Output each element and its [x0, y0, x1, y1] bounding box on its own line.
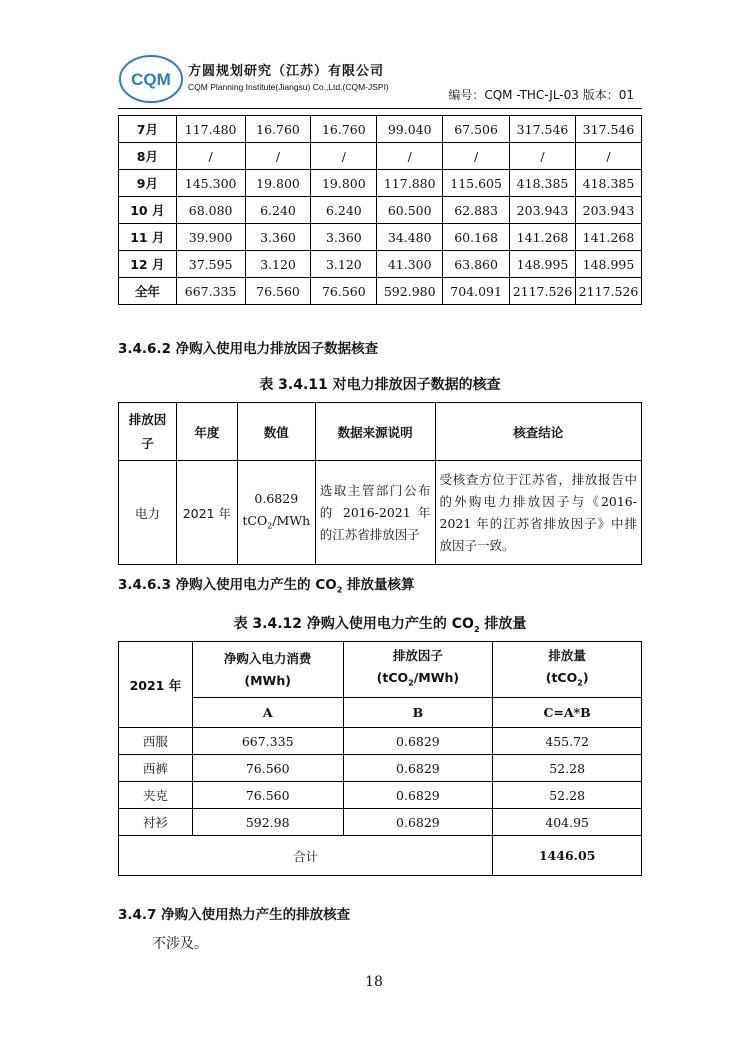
- month-cell: 7月: [119, 116, 177, 143]
- value-cell: 62.883: [443, 197, 510, 224]
- value-cell: 3.360: [311, 224, 377, 251]
- header-year: 年度: [176, 403, 237, 461]
- electricity-emission-table: [118, 641, 642, 876]
- value-cell: 60.168: [443, 224, 510, 251]
- consumption-cell: 592.98: [192, 809, 343, 836]
- value-cell: 19.800: [311, 170, 377, 197]
- item-name-cell: 夹克: [119, 782, 193, 809]
- section-heading-3-4-6-3: 3.4.6.3 净购入使用电力产生的 $CO_2$ 排放量核算: [118, 577, 415, 595]
- table-3-4-11-caption: 表 3.4.11 对电力排放因子数据的核查: [259, 377, 501, 393]
- value-cell: 145.300: [176, 170, 245, 197]
- value-cell: 3.360: [245, 224, 311, 251]
- code-c: C=A*B: [493, 698, 642, 728]
- value-cell: [237, 461, 315, 565]
- value-cell: 6.240: [311, 197, 377, 224]
- value-cell: 704.091: [443, 278, 510, 305]
- value-cell: 148.995: [576, 251, 642, 278]
- value-cell: /: [510, 143, 576, 170]
- value-cell: /: [576, 143, 642, 170]
- consumption-cell: 76.560: [192, 782, 343, 809]
- table-3-4-12-caption: 表 3.4.12 净购入使用电力产生的 $CO_2$ 排放量: [233, 616, 527, 634]
- value-unit: tCO$_2$/MWh: [242, 512, 311, 531]
- factor-cell: 0.6829: [343, 809, 493, 836]
- item-name-cell: 衬衫: [119, 809, 193, 836]
- item-name-cell: 西服: [119, 728, 193, 755]
- table-row: [119, 809, 642, 836]
- factor-cell: 0.6829: [343, 782, 493, 809]
- value-cell: 41.300: [377, 251, 443, 278]
- value-cell: 115.605: [443, 170, 510, 197]
- emission-header: 排放量 (tCO$_2$): [493, 642, 642, 698]
- value-cell: 203.943: [576, 197, 642, 224]
- value-cell: /: [311, 143, 377, 170]
- value-cell: 16.760: [245, 116, 311, 143]
- year-header: 2021 年: [119, 642, 193, 728]
- emission-factor-check-table: [118, 402, 642, 565]
- conclusion-cell: 受核查方位于江苏省，排放报告中的外购电力排放因子与《2016-2021 年的江苏省排放因子》中排放因子一致。: [435, 461, 642, 565]
- value-cell: 203.943: [510, 197, 576, 224]
- cqm-logo-icon: [118, 54, 184, 104]
- factor-header: 排放因子 (tCO$_2$/MWh): [343, 642, 493, 698]
- section-heading-3-4-6-2: 3.4.6.2 净购入使用电力排放因子数据核查: [118, 341, 379, 357]
- code-a: A: [192, 698, 343, 728]
- value-cell: 117.480: [176, 116, 245, 143]
- emission-cell: 455.72: [493, 728, 642, 755]
- value-cell: 3.120: [311, 251, 377, 278]
- table-row: [119, 224, 642, 251]
- year-cell: 2021 年: [176, 461, 237, 565]
- total-value: 1446.05: [493, 836, 642, 876]
- value-cell: 37.595: [176, 251, 245, 278]
- value-cell: 141.268: [576, 224, 642, 251]
- value-cell: 68.080: [176, 197, 245, 224]
- value-cell: 148.995: [510, 251, 576, 278]
- value-cell: 99.040: [377, 116, 443, 143]
- item-name-cell: 西裤: [119, 755, 193, 782]
- value-cell: /: [176, 143, 245, 170]
- org-name-en: CQM Planning Institute(Jiangsu) Co.,Ltd.(CQM-JSPI): [188, 82, 389, 92]
- value-cell: 67.506: [443, 116, 510, 143]
- consumption-cell: 76.560: [192, 755, 343, 782]
- table-row: [119, 170, 642, 197]
- month-cell: 12 月: [119, 251, 177, 278]
- emission-cell: 52.28: [493, 782, 642, 809]
- section-heading-3-4-7: 3.4.7 净购入使用热力产生的排放核查: [118, 907, 351, 923]
- table-row: [119, 143, 642, 170]
- monthly-electricity-table: [118, 115, 642, 305]
- value-cell: 60.500: [377, 197, 443, 224]
- value-cell: 117.880: [377, 170, 443, 197]
- month-cell: 10 月: [119, 197, 177, 224]
- body-paragraph: 不涉及。: [152, 936, 208, 952]
- value-cell: 19.800: [245, 170, 311, 197]
- value-cell: 34.480: [377, 224, 443, 251]
- table-row: [119, 782, 642, 809]
- value-cell: 3.120: [245, 251, 311, 278]
- table-row: [119, 251, 642, 278]
- value-cell: /: [377, 143, 443, 170]
- table-row: [119, 197, 642, 224]
- source-cell: 选取主管部门公布的 2016-2021 年的江苏省排放因子: [315, 461, 435, 565]
- table-row: [119, 728, 642, 755]
- page-header: [118, 54, 642, 106]
- factor-cell: 0.6829: [343, 755, 493, 782]
- table-row: [119, 116, 642, 143]
- value-cell: 76.560: [245, 278, 311, 305]
- value-cell: 317.546: [576, 116, 642, 143]
- emission-cell: 52.28: [493, 755, 642, 782]
- page-number: 18: [365, 974, 383, 990]
- value-number: 0.6829: [254, 490, 299, 506]
- value-cell: 2117.526: [510, 278, 576, 305]
- value-cell: 418.385: [510, 170, 576, 197]
- table-row: [119, 278, 642, 305]
- factor-cell: 电力: [119, 461, 177, 565]
- value-cell: 6.240: [245, 197, 311, 224]
- total-label: 合计: [119, 836, 493, 876]
- code-b: B: [343, 698, 493, 728]
- emission-cell: 404.95: [493, 809, 642, 836]
- header-factor: 排放因子: [119, 403, 177, 461]
- month-cell: 全年: [119, 278, 177, 305]
- factor-cell: 0.6829: [343, 728, 493, 755]
- header-divider: [118, 108, 642, 109]
- header-conclusion: 核查结论: [435, 403, 642, 461]
- value-cell: 418.385: [576, 170, 642, 197]
- table-row: [119, 755, 642, 782]
- value-cell: 141.268: [510, 224, 576, 251]
- value-cell: 63.860: [443, 251, 510, 278]
- month-cell: 8月: [119, 143, 177, 170]
- value-cell: /: [443, 143, 510, 170]
- value-cell: 317.546: [510, 116, 576, 143]
- value-cell: 2117.526: [576, 278, 642, 305]
- org-name-cn: 方圆规划研究（江苏）有限公司: [188, 64, 385, 79]
- document-number: 编号：CQM -THC-JL-03 版本：01: [448, 88, 634, 102]
- month-cell: 11 月: [119, 224, 177, 251]
- value-cell: /: [245, 143, 311, 170]
- value-cell: 592.980: [377, 278, 443, 305]
- value-cell: 39.900: [176, 224, 245, 251]
- header-source: 数据来源说明: [315, 403, 435, 461]
- logo-text: CQM: [131, 70, 171, 89]
- value-cell: 76.560: [311, 278, 377, 305]
- consumption-cell: 667.335: [192, 728, 343, 755]
- value-cell: 667.335: [176, 278, 245, 305]
- value-cell: 16.760: [311, 116, 377, 143]
- header-value: 数值: [237, 403, 315, 461]
- month-cell: 9月: [119, 170, 177, 197]
- consumption-header: 净购入电力消费 (MWh): [192, 642, 343, 698]
